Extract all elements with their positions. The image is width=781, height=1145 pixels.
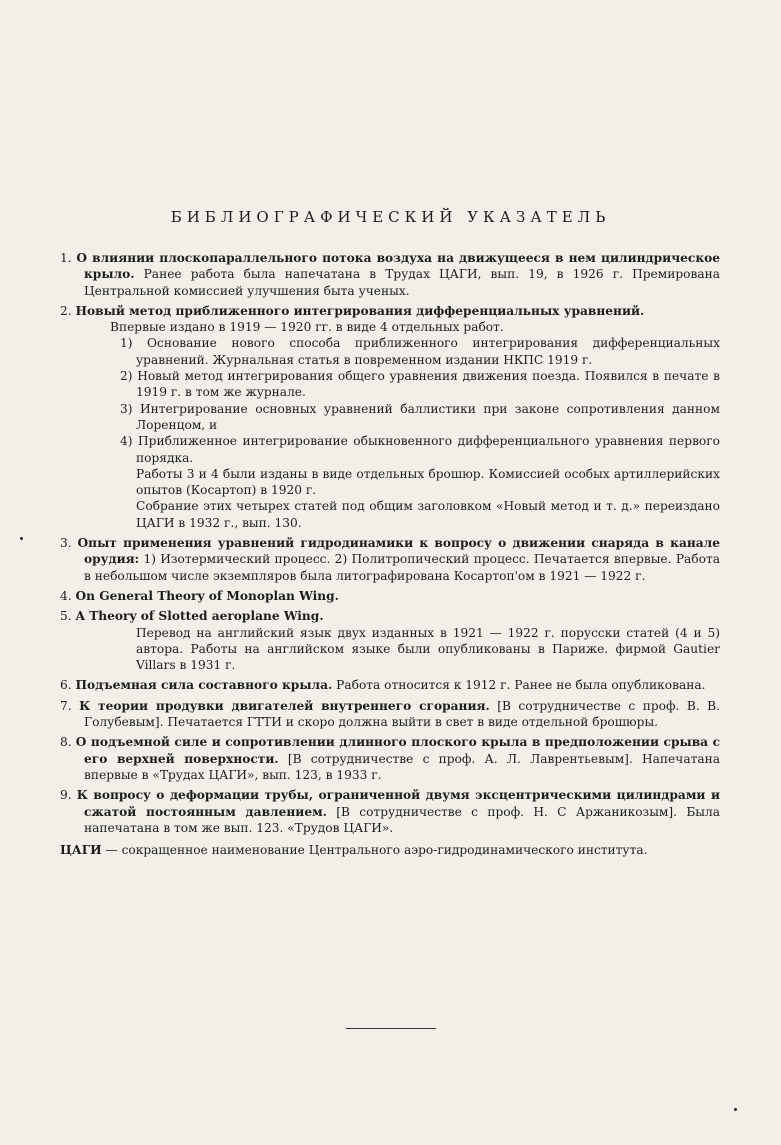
list-item bbox=[60, 588, 720, 604]
abbreviation-note bbox=[60, 842, 720, 858]
entry-number: 2. bbox=[60, 303, 72, 318]
entry-title: О подъемной силе и сопротивлении длинного плоского крыла в предположении срыва с его верхней поверхности. bbox=[75, 735, 720, 766]
entry-number: 8. bbox=[60, 735, 72, 750]
entry-number: 6. bbox=[60, 678, 72, 693]
list-item bbox=[60, 734, 720, 783]
list-item bbox=[60, 608, 720, 624]
sub-list-item: 3) Интегрирование основных уравнений баллистики при законе сопротивления данном Лоренцом, и bbox=[120, 401, 720, 432]
list-item bbox=[60, 677, 720, 693]
entry-text: 1) Изотермический процесс. 2) Политропический процесс. Печатается впервые. Работа в небольшом числе экземпляров была литографирована Косартоп'ом в 1921 — 1922 г. bbox=[84, 552, 720, 583]
entry-title: Опыт применения уравнений гидродинамики к вопросу о движении снаряда в канале орудия: bbox=[77, 536, 721, 567]
entry-number: 5. bbox=[60, 609, 72, 624]
entry-title: О влиянии плоскопараллельного потока воздуха на движущееся в нем цилиндрическое крыло. bbox=[76, 251, 720, 282]
entry-title: Подъемная сила составного крыла. bbox=[75, 678, 333, 693]
entry-number: 9. bbox=[60, 788, 72, 803]
entry-title: К вопросу о деформации трубы, ограниченной двумя эксцентрическими цилиндрами и сжатой постоянным давлением. bbox=[76, 788, 721, 819]
entry-number: 3. bbox=[60, 536, 72, 551]
list-item bbox=[60, 535, 720, 584]
entry-intro: Впервые издано в 1919 — 1920 гг. в виде 4 отдельных работ. bbox=[110, 320, 504, 335]
list-item bbox=[60, 250, 720, 299]
entry-paragraph: Перевод на английский язык двух изданных в 1921 — 1922 г. порусски статей (4 и 5) автора. Работы на английском языке были опубликованы в Париже. фирмой Gautier Villars в 1931 г. bbox=[136, 625, 720, 673]
note-abbreviation: ЦАГИ bbox=[60, 843, 102, 858]
entry-text: Работа относится к 1912 г. Ранее не была опубликована. bbox=[332, 678, 706, 693]
entry-text: [В сотрудничестве с проф. А. Л. Лаврентьевым]. Напечатана впервые в «Трудах ЦАГИ», вып. 123, в 1933 г. bbox=[84, 751, 720, 782]
speck-mark bbox=[734, 1108, 737, 1111]
entry-paragraph: Работы 3 и 4 были изданы в виде отдельных брошюр. Комиссией особых артиллерийских опытов (Косартоп) в 1920 г. bbox=[136, 466, 720, 498]
bibliography-list bbox=[60, 250, 720, 858]
entry-title: К теории продувки двигателей внутреннего сгорания. bbox=[79, 698, 490, 713]
entry-paragraph: Собрание этих четырех статей под общим заголовком «Новый метод и т. д.» переиздано ЦАГИ в 1932 г., вып. 130. bbox=[136, 499, 720, 530]
page-title: БИБЛИОГРАФИЧЕСКИЙ УКАЗАТЕЛЬ bbox=[170, 208, 611, 226]
entry-title: On General Theory of Monoplan Wing. bbox=[75, 588, 339, 603]
list-item bbox=[60, 787, 720, 836]
sub-list-item: 4) Приближенное интегрирование обыкновенного дифференциального уравнения первого порядка. bbox=[120, 434, 720, 465]
sub-list-item: 1) Основание нового способа приближенного интегрирования дифференциальных уравнений. Журнальная статья в повременном издании НКПС 1919 г. bbox=[120, 336, 720, 367]
entry-text: [В сотрудничестве с проф. В. В. Голубевым]. Печатается ГТТИ и скоро должна выйти в свет в виде отдельной брошюры. bbox=[84, 698, 720, 730]
entry-text: [В сотрудничестве с проф. Н. С Аржаникозым]. Была напечатана в том же вып. 123. «Трудов ЦАГИ». bbox=[84, 804, 721, 835]
list-item bbox=[60, 303, 720, 319]
closing-rule bbox=[346, 1028, 436, 1029]
speck-mark bbox=[20, 537, 23, 540]
list-item bbox=[60, 698, 720, 731]
entry-number: 1. bbox=[60, 251, 72, 265]
note-text: — сокращенное наименование Центрального аэро-гидродинамического института. bbox=[101, 843, 648, 858]
entry-title: Новый метод приближенного интегрирования дифференциальных уравнений. bbox=[75, 303, 645, 318]
entry-number: 7. bbox=[60, 698, 72, 713]
sub-list-item: 2) Новый метод интегрирования общего уравнения движения поезда. Появился в печате в 1919 г. в том же журнале. bbox=[120, 369, 720, 400]
entry-text: Ранее работа была напечатана в Трудах ЦАГИ, вып. 19, в 1926 г. Премирована Центральной комиссией улучшения быта ученых. bbox=[84, 267, 720, 298]
entry-title: A Theory of Slotted aeroplane Wing. bbox=[75, 609, 324, 624]
entry-number: 4. bbox=[60, 588, 72, 603]
